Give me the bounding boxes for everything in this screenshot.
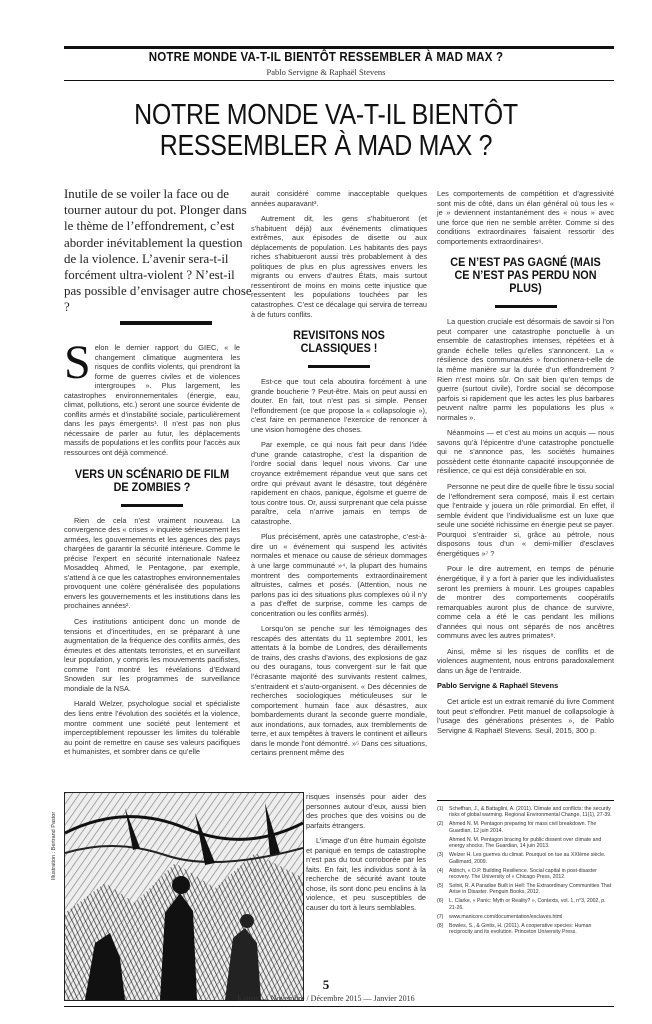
footnotes — [437, 806, 614, 938]
col2-paragraph-0: aurait considéré comme inacceptable quelques années auparavant³. — [251, 189, 427, 208]
footnote: (7) www.manicore.com/documentation/esclaves.html — [437, 913, 563, 920]
header-title: NOTRE MONDE VA-T-IL BIENTÔT RESSEMBLER À MAD MAX ? — [148, 50, 504, 64]
footnote: (6) L. Clarke, « Panic: Myth or Reality? », Contexts, vol. 1, n°3, 2002, p. 21-26. — [437, 898, 606, 911]
subheading-divider — [495, 305, 557, 308]
header-authors: Pablo Servigne & Raphaël Stevens — [266, 67, 386, 77]
subheading-divider — [121, 504, 183, 507]
footnote: Ahmed N. M. Pentagon bracing for public dissent over climate and energy shocks. The Guardian, 14 juin 2013. — [449, 836, 602, 850]
article-title-line-1: NOTRE MONDE VA-T-IL BIENTÔT — [134, 99, 518, 131]
col3-paragraph-7: Cet article est un extrait remanié du livre Comment tout peut s’effondrer. Petit manuel de collapsologie à l’usage des générations présentes », de Pablo Servigne & Raphaël Stevens. Seuil, 2015, 300 p. — [437, 696, 614, 735]
article-title-line-2: RESSEMBLER À MAD MAX ? — [159, 130, 493, 162]
column-2 — [251, 189, 427, 758]
lede-divider — [120, 321, 212, 325]
col1-paragraph-1: elon le dernier rapport du GIEC, « le changement climatique augmentera les risques de conflits violents, qui prendront la forme de guerres civiles et de violences intergroupes ». Plus largement, les catastrophes environnementales (énergie, eau, climat, pollutions, etc.) seront une source évidente de conflits armés et d’instabilité sociale, particulièrement dans les pays émergents¹. Il n’est pas non plus nécessaire de parler au futur, les déplacements massifs de populations et les conflits pour l’accès aux ressources ont déjà commencé. — [64, 343, 240, 458]
article-title — [46, 100, 607, 162]
column-3 — [437, 189, 614, 741]
subheading-divider — [308, 365, 370, 368]
col1-paragraph-2: Rien de cela n’est vraiment nouveau. La convergence des « crises » inquiète sérieusement les armées, les gouvernements et les agences des pays chargées de garantir la sécurité intérieure. Comme le précise l’expert en sécurité internationale Nafeez Mosaddeq Ahmed, le Pentagone, par exemple, s’attend à ce que les catastrophes environnementales provoquent une colère généralisée des populations envers les gouvernements et les institutions dans les prochaines années². — [64, 515, 240, 611]
author-signature: Pablo Servigne & Raphaël Stevens — [437, 681, 559, 691]
header-bottom-rule — [64, 80, 614, 81]
article-lede: Inutile de se voiler la face ou de tourner autour du pot. Plonger dans le thème de l’effondrement, c’est aborder inévitablement la question de la violence. L’avenir sera-t-il forcément ultra-violent ? N’est-il pas possible d’envisager autre chose ? — [64, 187, 252, 315]
col2-paragraph-5: Lorsqu’on se penche sur les témoignages des rescapés des attentats du 11 septembre 2001, les attentats à la bombe de Londres, des déraillements de trains, des crashs d’avions, des explosions de gaz ou des ouragans, tous convergent sur le fait que l’écrasante majorité des survivants restent calmes, s’entraident et s’auto-organisent. « Des décennies de recherches sociologiques méticuleuses sur le comportement humain face aux désastres, aux bombardements durant la seconde guerre mondiale, aux inondations, aux tornades, aux tremblements de terre, et aux tempêtes à travers le continent et ailleurs dans le monde l’ont démontré. »⁵ Dans ces situations, certains prennent même des — [251, 624, 427, 758]
col2-paragraph-4: Plus précisément, après une catastrophe, c’est-à-dire un « événement qui suspend les activités normales et menace ou cause de sérieux dommages à une large communauté »⁴, la plupart des humains montrent des comportements extraordinairement altruistes, calmes et posés. (Attention, nous ne parlons pas ici des situations plus complexes où il n’y a pas d’effet de surprise, comme les camps de concentration ou les conflits armés). — [251, 532, 427, 618]
footer-rule — [64, 1006, 614, 1007]
col1-paragraph-4: Harald Welzer, psychologue social et spécialiste des liens entre l’évolution des sociétés et la violence, montre comment une société peut lentement et imperceptiblement repousser les limites du tolérable au point de remettre en cause ses valeurs pacifiques et humanistes, et sombrer dans ce qu’elle — [64, 699, 240, 757]
subheading-zombies: VERS UN SCÉNARIO DE FILM DE ZOMBIES ? — [74, 466, 230, 494]
footnote: (8) Bowles, S., & Gintis, H. (2011). A cooperative species: Human reciprocity and its evolution. Princeton University Press. — [437, 922, 592, 936]
notes-rule — [437, 800, 614, 801]
col3-paragraph-4: Personne ne peut dire de quelle fibre le tissu social de l’effondrement sera composé, mais il est certain que l’entraide y jouera un rôle primordial. En effet, il semble évident que l’individualisme est un luxe que seule une société richissime en énergie peut se payer. Pourquoi s’entraider si, grâce au pétrole, nous disposons tous d’un « demi-millier d’esclaves énergétiques »⁷ ? — [437, 482, 614, 558]
column-1 — [64, 336, 240, 763]
col3-paragraph-3: Néanmoins — et c’est au moins un acquis — nous savons qu’à l’épicentre d’une catastrophe ponctuelle qui ne s’annonce pas, les sociétés humaines possèdent cette étonnante capacité insoupçonnée de résilience, ce qui est déjà considérable en soi. — [437, 428, 614, 476]
issue-line: Kairos — Novembre / Décembre 2015 — Janvier 2016 — [237, 994, 415, 1003]
illustration — [64, 792, 304, 1001]
subheading-classiques: REVISITONS NOS CLASSIQUES ! — [293, 328, 385, 356]
column-2-wrap — [306, 792, 426, 919]
subheading-pas-gagne: CE N’EST PAS GAGNÉ (MAIS CE N’EST PAS PERDU NON PLUS) — [450, 255, 601, 296]
header-top-rule — [64, 46, 614, 49]
col1-paragraph-3: Ces institutions anticipent donc un monde de tensions et d’incertitudes, en se préparant à une augmentation de la fréquence des conflits armés, des émeutes et des attentats terroristes, et en surveillant leur population, y compris les mouvements pacifistes, comme l’ont montré les révélations d’Edward Snowden sur les programmes de surveillance mondiale de la NSA. — [64, 617, 240, 693]
footnote: (4) Aldrich, « D.P. Building Resilience. Social capital in post-disaster recovery. The University of « Chicago Press, 2012. — [437, 867, 597, 881]
footnote: (1) Scheffran, J., & Battaglini, A. (2011). Climate and conflicts: the security risks of global warming. Regional Environmental Change, 11(1), 27-39. — [437, 806, 612, 819]
col3-paragraph-2: La question cruciale est désormais de savoir si l’on peut comparer une catastrophe ponctuelle à un ensemble de catastrophes intenses, répétées et à grande échelle telles qu’elles s’annoncent. La « résilience des communautés » fonctionnera-t-elle de la même manière sur la durée d’un effondrement ? Rien n’est moins sûr. On sait bien qu’en temps de guerre (surtout civile), l’ordre social se décompose parfois si rapidement que les actes les plus barbares peuvent naître parmi les populations les plus « normales ». — [437, 317, 614, 422]
col3-paragraph-1: Les comportements de compétition et d’agressivité sont mis de côté, dans un élan général où tous les « je » deviennent instantanément des « nous » avec une force que rien ne semble arrêter. Comme si des conditions extraordinaires faisaient ressortir des comportements extraordinaires⁶. — [437, 189, 614, 246]
col2-wrap-paragraph-1: risques insensés pour aider des personnes autour d’eux, aussi bien des proches que des voisins ou de parfaits étrangers. — [306, 792, 426, 830]
col3-paragraph-5: Pour le dire autrement, en temps de pénurie énergétique, il y a fort à parier que les individualistes seront les premiers à mourir. Les groupes capables de montrer des comportements coopératifs remarquables auront plus de chance de survivre, comme cela a été le cas pendant les millions d’années qui nous ont séparés de nos ancêtres communs avec les autres primates⁸. — [437, 564, 614, 641]
col2-paragraph-2: Est-ce que tout cela aboutira forcément à une grande boucherie ? Peut-être. Mais on peut aussi en douter. En fait, tout n’est pas si simple. Penser l’effondrement (ce que propose la « collapsologie »), c’est faire en permanence l’exercice de renoncer à une vision homogène des choses. — [251, 377, 427, 434]
col3-paragraph-6: Ainsi, même si les risques de conflits et de violences augmentent, nous entrons paradoxalement dans un âge de l’entraide. — [437, 646, 614, 675]
footnote: (3) Welzer H. Les guerres du climat. Pourquoi on tue au XXIème siècle. Gallimard, 2009. — [437, 852, 606, 865]
footnote: (5) Solnit, R. A Paradise Built in Hell: The Extraordinary Communities That Arise in Disaster. Penguin Books, 2012. — [437, 883, 612, 896]
illustration-drawing — [65, 793, 303, 1000]
col2-paragraph-3: Par exemple, ce qui nous fait peur dans l’idée d’une grande catastrophe, c’est la disparition de l’ordre social dans lequel nous vivons. Car une croyance extrêmement répandue veut que sans cet ordre qui prévaut avant le désastre, tout dégénère rapidement en chaos, panique, égoïsme et guerre de tous contre tous. Or, aussi surprenant que cela puisse paraître, cela n’arrive jamais en temps de catastrophe. — [251, 440, 427, 526]
dropcap: S — [64, 336, 91, 389]
col2-wrap-paragraph-2: L’image d’un être humain égoïste et paniqué en temps de catastrophe n’est pas du tout corroborée par les faits. En fait, les individus sont à la recherche de sécurité avant toute chose, ils sont donc peu enclins à la violence, et peu susceptibles de causer du tort à leurs semblables. — [306, 836, 426, 913]
footnote: (2) Ahmed N. M. Pentagon preparing for mass civil breakdown. The Guardian, 12 juin 2014. — [437, 821, 597, 834]
col2-paragraph-1: Autrement dit, les gens s’habitueront (et s’habituent déjà) aux événements climatiques extrêmes, aux épisodes de disette ou aux déplacements de population. Les habitants des pays riches s’habitueront aussi très probablement à des politiques de plus en plus agressives envers les migrants ou envers d’autres États, mais surtout ressentiront de moins en moins cette injustice que ressentent les populations touchées par les catastrophes. C’est ce décalage qui servira de terreau à de futurs conflits. — [251, 214, 427, 319]
illustration-credit: Illustration : Bertrand Pastor — [51, 811, 57, 880]
page-number: 5 — [322, 977, 330, 992]
